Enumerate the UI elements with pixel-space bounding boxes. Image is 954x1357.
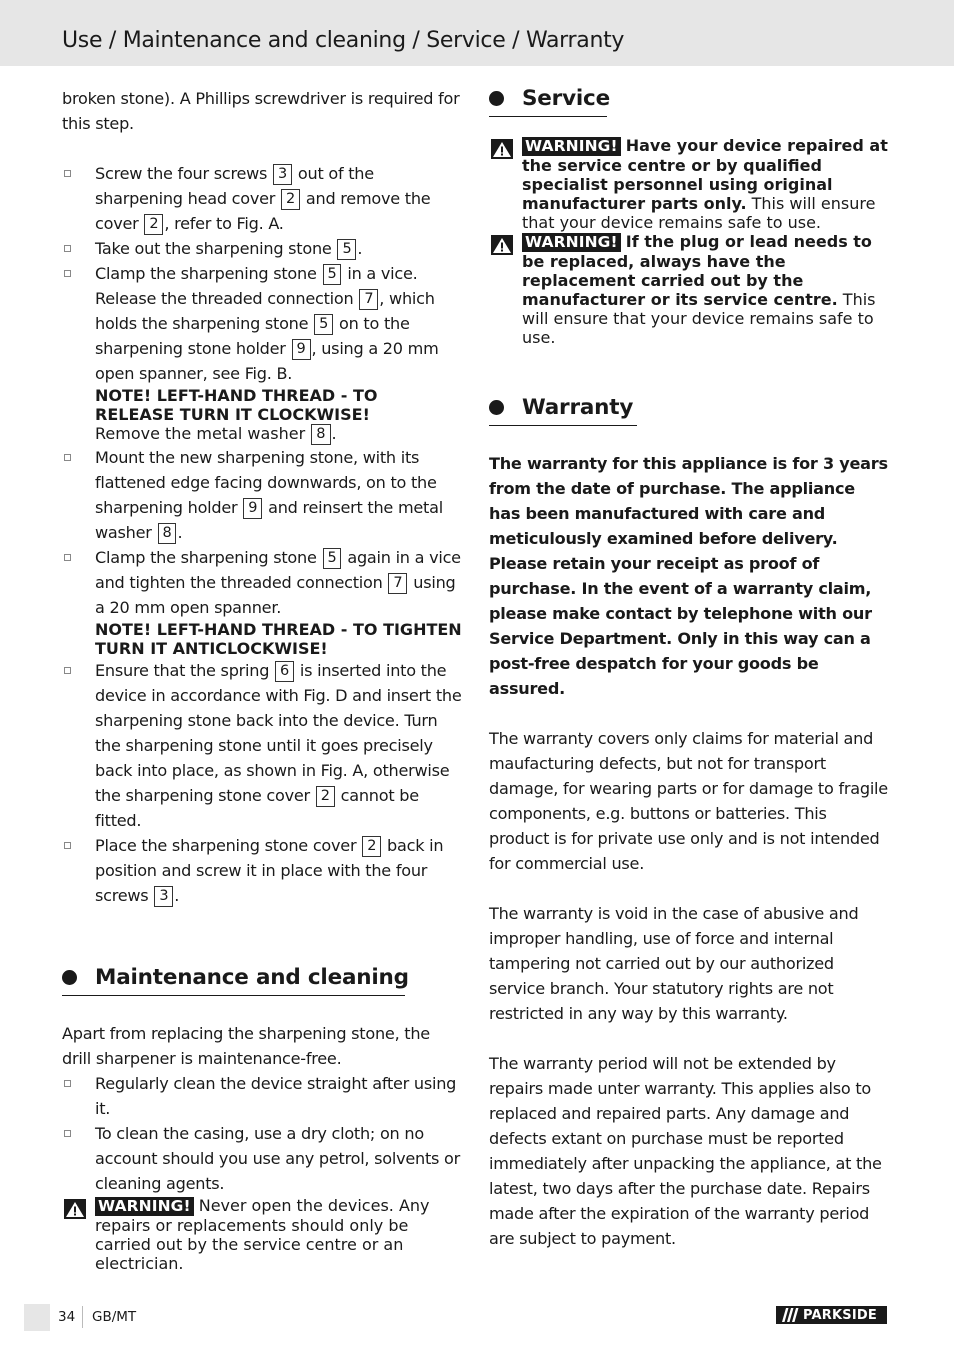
step-item: Clamp the sharpening stone 5 again in a vice and tighten the threaded connection 7 using a 20 mm open spanner. — [62, 545, 462, 620]
part-number-box: 2 — [281, 189, 300, 210]
service-heading-text: Service — [522, 86, 610, 111]
part-number-box: 8 — [158, 523, 177, 544]
service-heading — [489, 86, 889, 111]
intro-text: broken stone). A Phillips screwdriver is required for this step. — [62, 89, 460, 133]
heading-dot-icon — [489, 91, 504, 106]
logo-wordmark: PARKSIDE — [803, 1307, 877, 1323]
maintenance-item: To clean the casing, use a dry cloth; on no account should you use any petrol, solvents or cleaning agents. — [62, 1121, 462, 1196]
warning-triangle-icon — [64, 1199, 86, 1219]
part-number-box: 9 — [243, 498, 262, 519]
warranty-bold-paragraph: The warranty for this appliance is for 3 years from the date of purchase. The appliance has been manufactured with care and meticulously examined before delivery. Please retain your receipt as proof of purchase. In the event of a warranty claim, please make contact by telephone with our Service Department. Only in this way can a post-free despatch for your goods be assured. — [489, 454, 888, 698]
warning-label: WARNING! — [522, 233, 621, 252]
warning-triangle-icon — [491, 235, 513, 255]
right-column — [489, 86, 889, 1251]
warranty-heading — [489, 395, 889, 420]
step-item: Place the sharpening stone cover 2 back in position and screw it in place with the four screws 3 . — [62, 833, 462, 908]
maintenance-heading — [62, 965, 462, 990]
maintenance-intro: Apart from replacing the sharpening stone, the drill sharpener is maintenance-free. — [62, 1024, 430, 1068]
part-number-box: 3 — [154, 886, 173, 907]
maintenance-warning — [62, 1196, 462, 1273]
maintenance-heading-text: Maintenance and cleaning — [95, 965, 409, 990]
part-number-box: 5 — [314, 314, 333, 335]
logo-stripes-icon — [776, 1306, 802, 1324]
part-number-box: 7 — [359, 289, 378, 310]
part-number-box: 8 — [311, 424, 330, 445]
step-item: Take out the sharpening stone 5 . — [62, 236, 462, 261]
part-number-box: 2 — [362, 836, 381, 857]
warranty-heading-text: Warranty — [522, 395, 634, 420]
warranty-paragraph-2: The warranty is void in the case of abusive and improper handling, use of force and internal tampering not carried out by our authorized service branch. Your statutory rights are not restricted in any way by this warranty. — [489, 904, 859, 1023]
step-item: Ensure that the spring 6 is inserted into the device in accordance with Fig. D and insert the sharpening stone back into the device. Turn the sharpening stone until it goes precisely back into place, as shown in Fig. A, otherwise the sharpening stone cover 2 cannot be fitted. — [62, 658, 462, 833]
note-release-followup: Remove the metal washer 8 . — [95, 424, 337, 443]
square-bullet-icon — [64, 454, 71, 461]
warning-triangle-icon — [491, 139, 513, 159]
square-bullet-icon — [64, 1130, 71, 1137]
square-bullet-icon — [64, 245, 71, 252]
footer-marker — [24, 1304, 50, 1331]
part-number-box: 6 — [275, 661, 294, 682]
warning-label: WARNING! — [95, 1197, 194, 1216]
square-bullet-icon — [64, 554, 71, 561]
step-item: Clamp the sharpening stone 5 in a vice. Release the threaded connection 7 , which holds the sharpening stone 5 on to the sharpening stone holder 9 , using a 20 mm open spanner, see Fig. B. — [62, 261, 462, 386]
part-number-box: 5 — [337, 239, 356, 260]
part-number-box: 3 — [273, 164, 292, 185]
warranty-paragraph-3: The warranty period will not be extended by repairs made unter warranty. This applies also to replaced and repaired parts. Any damage and defects extant on purchase must be reported immediately after unpacking the appliance, at the latest, two days after the purchase date. Repairs made after the expiration of the warranty period are subject to payment. — [489, 1054, 882, 1248]
page-title: Use / Maintenance and cleaning / Service / Warranty — [62, 28, 625, 53]
warning-bold-text: Have your device repaired at the service centre or by qualified specialist personnel using original manufacturer parts only. — [522, 136, 888, 213]
square-bullet-icon — [64, 667, 71, 674]
part-number-box: 9 — [292, 339, 311, 360]
part-number-box: 5 — [323, 548, 342, 569]
warranty-paragraph-1: The warranty covers only claims for material and maufacturing defects, but not for transport damage, for wearing parts or for damage to fragile components, e.g. buttons or batteries. This product is for private use only and is not intended for commercial use. — [489, 729, 888, 873]
language-code: GB/MT — [92, 1309, 137, 1325]
service-warning-2 — [489, 232, 889, 347]
page-header — [0, 0, 954, 66]
square-bullet-icon — [64, 170, 71, 177]
heading-dot-icon — [62, 970, 77, 985]
footer-divider — [82, 1306, 83, 1328]
note-tighten: NOTE! LEFT-HAND THREAD - TO TIGHTEN TURN IT ANTICLOCKWISE! — [95, 620, 462, 658]
maintenance-item: Regularly clean the device straight after using it. — [62, 1071, 462, 1121]
warning-text: Never open the devices. Any repairs or replacements should only be carried out by the service centre or an electrician. — [95, 1196, 430, 1273]
step-item: Mount the new sharpening stone, with its flattened edge facing downwards, on to the sharpening holder 9 and reinsert the metal washer 8 . — [62, 445, 462, 545]
service-warning-1 — [489, 136, 889, 232]
left-column — [62, 86, 462, 1273]
step-item: Screw the four screws 3 out of the sharpening head cover 2 and remove the cover 2 , refer to Fig. A. — [62, 161, 462, 236]
warning-text: This will ensure that your device remains safe to use. — [522, 290, 876, 347]
square-bullet-icon — [64, 1080, 71, 1087]
square-bullet-icon — [64, 842, 71, 849]
part-number-box: 5 — [323, 264, 342, 285]
heading-dot-icon — [489, 400, 504, 415]
square-bullet-icon — [64, 270, 71, 277]
page-number: 34 — [58, 1309, 76, 1325]
warning-text: This will ensure that your device remains safe to use. — [522, 194, 876, 232]
parkside-logo — [776, 1306, 887, 1324]
note-release: NOTE! LEFT-HAND THREAD - TO RELEASE TURN IT CLOCKWISE! — [95, 386, 378, 424]
part-number-box: 2 — [144, 214, 163, 235]
part-number-box: 7 — [388, 573, 407, 594]
part-number-box: 2 — [316, 786, 335, 807]
warning-label: WARNING! — [522, 137, 621, 156]
warning-bold-text: If the plug or lead needs to be replaced, always have the replacement carried out by the manufacturer or its service centre. — [522, 232, 872, 309]
